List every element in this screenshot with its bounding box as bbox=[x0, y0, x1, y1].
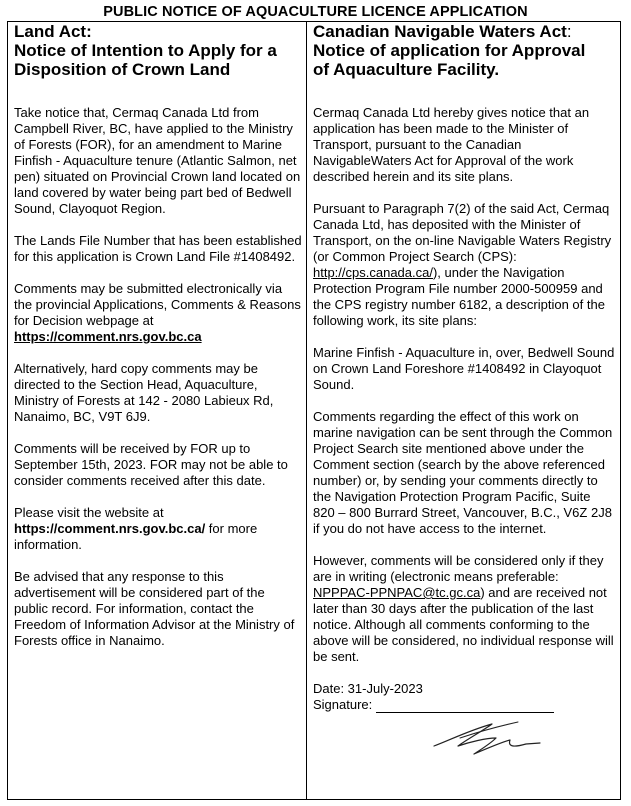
info-website-link[interactable]: https://comment.nrs.gov.bc.ca/ bbox=[14, 521, 206, 536]
navigable-waters-heading-line3: of Aquaculture Facility. bbox=[313, 60, 500, 79]
comment-website-link[interactable]: https://comment.nrs.gov.bc.ca bbox=[14, 329, 202, 344]
cps-intro-text: Pursuant to Paragraph 7(2) of the said Act, Cermaq Canada Ltd, has deposited with the Minister of Transport, on the on-line Navigable Waters Registry (or Common Project Search (CPS): bbox=[313, 201, 612, 264]
cps-file-text: ), under the Navigation Protection Program File number 2000-500959 and the CPS registry number 6182, a description of the following work, its site plans: bbox=[313, 265, 605, 328]
column-divider bbox=[306, 21, 307, 800]
visit-website-text: Please visit the website at bbox=[14, 505, 164, 520]
signature-line bbox=[313, 697, 615, 713]
land-act-heading-line2: Notice of Intention to Apply for a bbox=[14, 41, 277, 60]
land-act-paragraph-6 bbox=[14, 505, 302, 553]
navigable-waters-heading bbox=[313, 22, 615, 79]
written-comments-text: However, comments will be considered only if they are in writing (electronic means preferable: bbox=[313, 553, 604, 584]
notice-banner-title: PUBLIC NOTICE OF AQUACULTURE LICENCE APPLICATION bbox=[103, 4, 528, 20]
land-act-heading-line1: Land Act: bbox=[14, 22, 92, 41]
cps-website-link[interactable]: http://cps.canada.ca/ bbox=[313, 265, 433, 280]
navigable-waters-paragraph-5 bbox=[313, 553, 615, 665]
land-act-paragraph-3 bbox=[14, 281, 302, 345]
land-act-heading-line3: Disposition of Crown Land bbox=[14, 60, 231, 79]
navigable-waters-heading-line1 bbox=[313, 22, 615, 41]
navigable-waters-paragraph-2 bbox=[313, 201, 615, 329]
navigable-waters-column bbox=[313, 22, 615, 713]
navigable-waters-paragraph-4: Comments regarding the effect of this work on marine navigation can be sent through the Common Project Search site mentioned above under the Comment section (search by the above referenced number) or, by sending your comments directly to the Navigation Protection Program Pacific, Suite 820 – 800 Burrard Street, Vancouver, B.C., V6Z 2J8 if you do not have access to the internet. bbox=[313, 409, 613, 536]
handwritten-signature bbox=[430, 716, 542, 758]
more-info-text: for more information. bbox=[14, 521, 258, 552]
land-act-column bbox=[14, 22, 302, 665]
nppp-email-link[interactable]: NPPPAC-PPNPAC@tc.gc.ca bbox=[313, 585, 481, 600]
comments-intro-text: Comments may be submitted electronically via the provincial Applications, Comments & Reasons for Decision webpage at bbox=[14, 281, 301, 328]
land-act-paragraph-7: Be advised that any response to this advertisement will be considered part of the public record. For information, contact the Freedom of Information Advisor at the Ministry of Forests office in Nanaimo. bbox=[14, 569, 295, 648]
response-policy-text: ) and are received not later than 30 days after the publication of the last notice. Although all comments conforming to the above will be considered, no individual response will be sent. bbox=[313, 585, 614, 664]
act-name: Canadian Navigable Waters Act bbox=[313, 22, 567, 41]
land-act-paragraph-2: The Lands File Number that has been established for this application is Crown Land File #1408492. bbox=[14, 233, 302, 264]
navigable-waters-paragraph-3: Marine Finfish - Aquaculture in, over, Bedwell Sound on Crown Land Foreshore #1408492 in Clayoquot Sound. bbox=[313, 345, 615, 392]
signature-underline bbox=[376, 700, 554, 713]
land-act-paragraph-4: Alternatively, hard copy comments may be directed to the Section Head, Aquaculture, Ministry of Forests at 142 - 2080 Labieux Rd, Nanaimo, BC, V9T 6J9. bbox=[14, 361, 274, 424]
navigable-waters-paragraph-1: Cermaq Canada Ltd hereby gives notice that an application has been made to the Minister of Transport, pursuant to the Canadian NavigableWaters Act for Approval of the work described herein and its site plans. bbox=[313, 105, 590, 184]
land-act-paragraph-5: Comments will be received by FOR up to September 15th, 2023. FOR may not be able to consider comments received after this date. bbox=[14, 441, 288, 488]
navigable-waters-heading-line2: Notice of application for Approval bbox=[313, 41, 586, 60]
land-act-heading bbox=[14, 22, 302, 79]
heading-colon: : bbox=[566, 22, 572, 41]
land-act-paragraph-1: Take notice that, Cermaq Canada Ltd from Campbell River, BC, have applied to the Ministry of Forests (FOR), for an amendment to Marine Finfish - Aquaculture tenure (Atlantic Salmon, net pen) situated on Provincial Crown land located on land covered by water being part bed of Bedwell Sound, Clayoquot Region. bbox=[14, 105, 301, 216]
date-line: Date: 31-July-2023 bbox=[313, 681, 423, 696]
signature-label: Signature: bbox=[313, 697, 373, 712]
